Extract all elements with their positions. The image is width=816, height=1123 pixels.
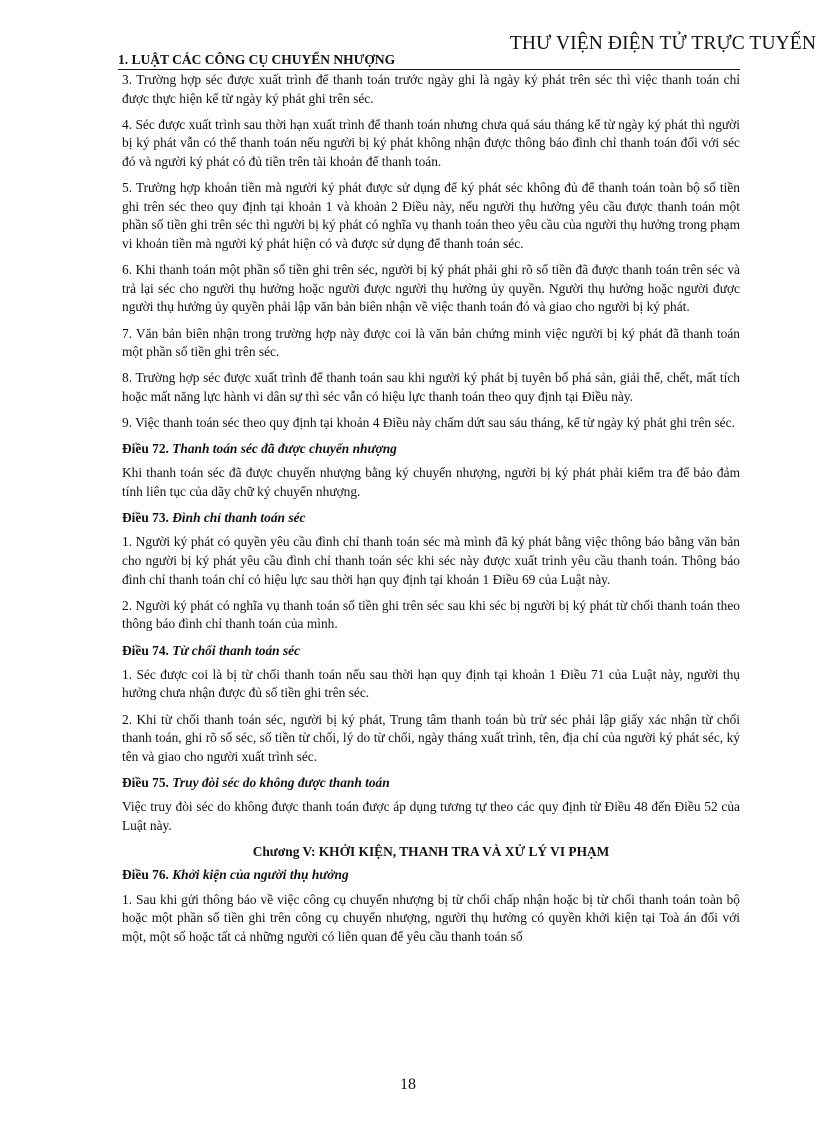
article-number: Điều 75. bbox=[122, 774, 169, 790]
paragraph: 1. Séc được coi là bị từ chối thanh toán nếu sau thời hạn quy định tại khoản 1 Điều 71 của Luật này, người thụ hưởng chưa nhận được đủ số tiền ghi trên séc. bbox=[122, 666, 740, 701]
paragraph: 2. Khi từ chối thanh toán séc, người bị ký phát, Trung tâm thanh toán bù trừ séc phải lập giấy xác nhận từ chối thanh toán, ghi rõ số séc, số tiền từ chối, lý do từ chối, ngày tháng xuất trình, tên, địa chỉ của người ký phát séc, ký tên và giao cho người xuất trình séc. bbox=[122, 711, 740, 764]
paragraph: 7. Văn bản biên nhận trong trường hợp này được coi là văn bản chứng minh việc người bị ký phát đã thanh toán một phần số tiền ghi trên séc. bbox=[122, 325, 740, 360]
paragraph: Việc truy đòi séc do không được thanh toán được áp dụng tương tự theo các quy định từ Điều 48 đến Điều 52 của Luật này. bbox=[122, 799, 740, 833]
paragraph: 3. Trường hợp séc được xuất trình để thanh toán trước ngày ghi là ngày ký phát trên séc thì việc thanh toán chỉ được thực hiện kể từ ngày ký phát ghi trên séc. bbox=[122, 72, 740, 106]
document-body bbox=[122, 71, 740, 954]
article-number: Điều 73. bbox=[122, 510, 169, 526]
paragraph: 9. Việc thanh toán séc theo quy định tại khoản 4 Điều này chấm dứt sau sáu tháng, kể từ ngày ký phát ghi trên séc. bbox=[122, 415, 735, 431]
article-heading bbox=[122, 440, 740, 459]
paragraph: 2. Người ký phát có nghĩa vụ thanh toán số tiền ghi trên séc sau khi séc bị người bị ký phát từ chối thanh toán theo thông báo đình chỉ thanh toán của mình. bbox=[122, 597, 740, 632]
article-heading bbox=[122, 642, 740, 661]
article-number: Điều 72. bbox=[122, 441, 169, 457]
article-title: Đình chỉ thanh toán séc bbox=[172, 510, 306, 526]
paragraph: Khi thanh toán séc đã được chuyển nhượng bằng ký chuyển nhượng, người bị ký phát phải kiểm tra để bảo đảm tính liên tục của dãy chữ ký chuyển nhượng. bbox=[122, 465, 740, 500]
article-number: Điều 74. bbox=[122, 642, 169, 658]
page-number: 18 bbox=[400, 1076, 416, 1093]
paragraph: 4. Séc được xuất trình sau thời hạn xuất trình để thanh toán nhưng chưa quá sáu tháng kể từ ngày ký phát thì người bị ký phát vẫn có thể thanh toán nếu người bị ký phát không nhận được thông báo đình chỉ thanh toán đối với séc đó và người ký phát có đủ tiền trên tài khoản để thanh toán. bbox=[122, 116, 740, 169]
chapter-heading: Chương V: KHỞI KIỆN, THANH TRA VÀ XỬ LÝ VI PHẠM bbox=[252, 843, 610, 859]
site-watermark: THƯ VIỆN ĐIỆN TỬ TRỰC TUYẾN bbox=[509, 33, 816, 54]
article-heading bbox=[122, 509, 740, 528]
article-title: Truy đòi séc do không được thanh toán bbox=[172, 774, 390, 790]
article-heading bbox=[122, 774, 740, 793]
paragraph: 5. Trường hợp khoản tiền mà người ký phát được sử dụng để ký phát séc không đủ để thanh toán toàn bộ số tiền ghi trên séc theo quy định tại khoản 1 và khoản 2 Điều này, nếu người thụ hưởng yêu cầu được thanh toán một phần số tiền ghi trên séc thì người bị ký phát có nghĩa vụ thanh toán theo yêu cầu của người thụ hưởng trong phạm vi khoản tiền mà người ký phát hiện có và được sử dụng để thanh toán séc. bbox=[122, 180, 740, 251]
paragraph: 8. Trường hợp séc được xuất trình để thanh toán sau khi người ký phát bị tuyên bố phá sản, giải thể, chết, mất tích hoặc mất năng lực hành vi dân sự thì séc vẫn có hiệu lực thanh toán theo quy định tại Điều này. bbox=[122, 370, 740, 404]
paragraph: 1. Sau khi gửi thông báo về việc công cụ chuyển nhượng bị từ chối chấp nhận hoặc bị từ chối thanh toán toàn bộ hoặc một phần số tiền ghi trên công cụ chuyển nhượng, người thụ hưởng có quyền khởi kiện tại Toà án đối với một, một số hoặc tất cả những người có liên quan để yêu cầu thanh toán số bbox=[122, 891, 740, 944]
article-heading bbox=[122, 866, 740, 885]
article-title: Khởi kiện của người thụ hưởng bbox=[172, 867, 349, 883]
article-number: Điều 76. bbox=[122, 867, 169, 883]
article-title: Từ chối thanh toán séc bbox=[172, 642, 301, 658]
document-header: 1. LUẬT CÁC CÔNG CỤ CHUYỂN NHƯỢNG bbox=[118, 52, 740, 70]
article-title: Thanh toán séc đã được chuyển nhượng bbox=[172, 441, 397, 457]
paragraph: 6. Khi thanh toán một phần số tiền ghi trên séc, người bị ký phát phải ghi rõ số tiền đã được thanh toán trên séc và trả lại séc cho người thụ hưởng hoặc người được người thụ hưởng ủy quyền. Người thụ hưởng hoặc người được người thụ hưởng ủy quyền phải lập văn bản biên nhận về việc thanh toán đó và giao cho người bị ký phát. bbox=[122, 262, 740, 315]
paragraph: 1. Người ký phát có quyền yêu cầu đình chỉ thanh toán séc mà mình đã ký phát bằng việc thông báo bằng văn bản cho người bị ký phát yêu cầu đình chỉ thanh toán séc khi séc này được xuất trình yêu cầu thanh toán. Thông báo đình chỉ thanh toán chỉ có hiệu lực sau thời hạn quy định tại khoản 1 Điều 69 của Luật này. bbox=[122, 534, 740, 587]
